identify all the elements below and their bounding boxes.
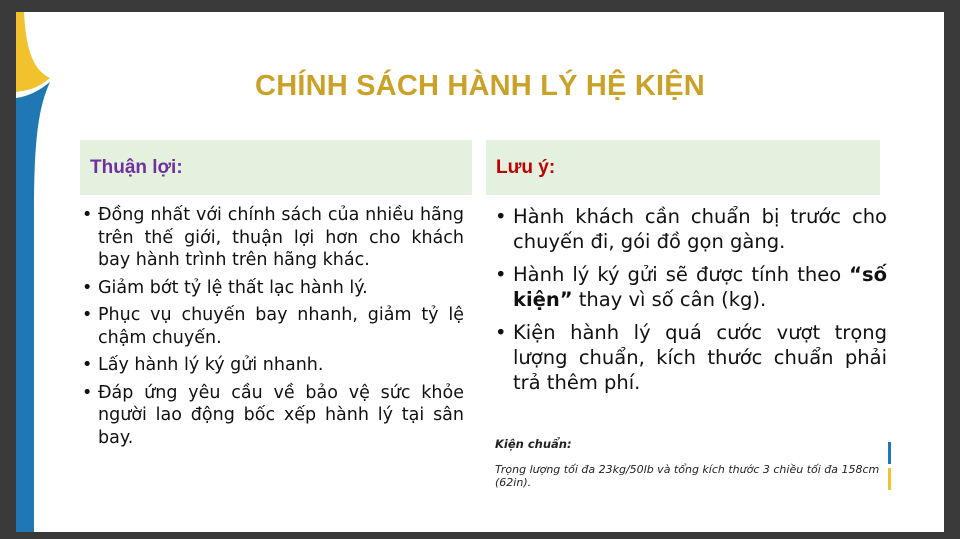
list-item	[82, 382, 464, 450]
slide-title: CHÍNH SÁCH HÀNH LÝ HỆ KIỆN	[255, 70, 705, 102]
right-decoration-graphic	[882, 442, 902, 492]
piece-count-emphasis: “số kiện”	[513, 263, 887, 311]
list-item-text: Đồng nhất với chính sách của nhiều hãng trên thế giới, thuận lợi hơn cho khách bay hành trình trên hãng khác.	[98, 205, 464, 270]
bullet-icon: •	[495, 263, 507, 286]
bullet-icon: •	[82, 355, 93, 375]
list-item-text: Giảm bớt tỷ lệ thất lạc hành lý.	[98, 277, 368, 298]
list-item-text: Kiện hành lý quá cước vượt trọng lượng chuẩn, kích thước chuẩn phải trả thêm phí.	[513, 321, 887, 394]
list-item-text-pre: Hành lý ký gửi sẽ được tính theo	[513, 263, 850, 286]
advantages-header: Thuận lợi:	[80, 140, 472, 195]
list-item	[82, 354, 464, 377]
bullet-icon: •	[82, 277, 93, 298]
bullet-icon: •	[82, 205, 93, 225]
list-item-text-post: thay vì số cân (kg).	[572, 288, 767, 311]
bullet-icon: •	[82, 305, 93, 325]
notes-header: Lưu ý:	[486, 140, 880, 195]
list-item-text: Đáp ứng yêu cầu về bảo vệ sức khỏe người lao động bốc xếp hành lý tại sân bay.	[98, 382, 464, 448]
slide	[16, 12, 944, 532]
bullet-icon: •	[495, 205, 507, 228]
bullet-icon: •	[495, 321, 507, 344]
list-item	[495, 320, 887, 395]
list-item-text: Lấy hành lý ký gửi nhanh.	[98, 355, 324, 375]
standard-piece-heading: Kiện chuẩn:	[495, 437, 572, 451]
list-item-text: Hành khách cần chuẩn bị trước cho chuyến đi, gói đồ gọn gàng.	[513, 205, 887, 253]
notes-list	[495, 204, 887, 403]
list-item	[495, 262, 887, 312]
standard-piece-text: Trọng lượng tối đa 23kg/50lb và tổng kích thước 3 chiều tối đa 158cm (62in).	[495, 463, 880, 489]
list-item	[82, 304, 464, 349]
list-item-text: Phục vụ chuyến bay nhanh, giảm tỷ lệ chậm chuyến.	[98, 305, 464, 348]
list-item	[495, 204, 887, 254]
bullet-icon: •	[82, 382, 93, 403]
list-item	[82, 204, 464, 272]
list-item	[82, 277, 464, 300]
advantages-list	[82, 204, 464, 454]
